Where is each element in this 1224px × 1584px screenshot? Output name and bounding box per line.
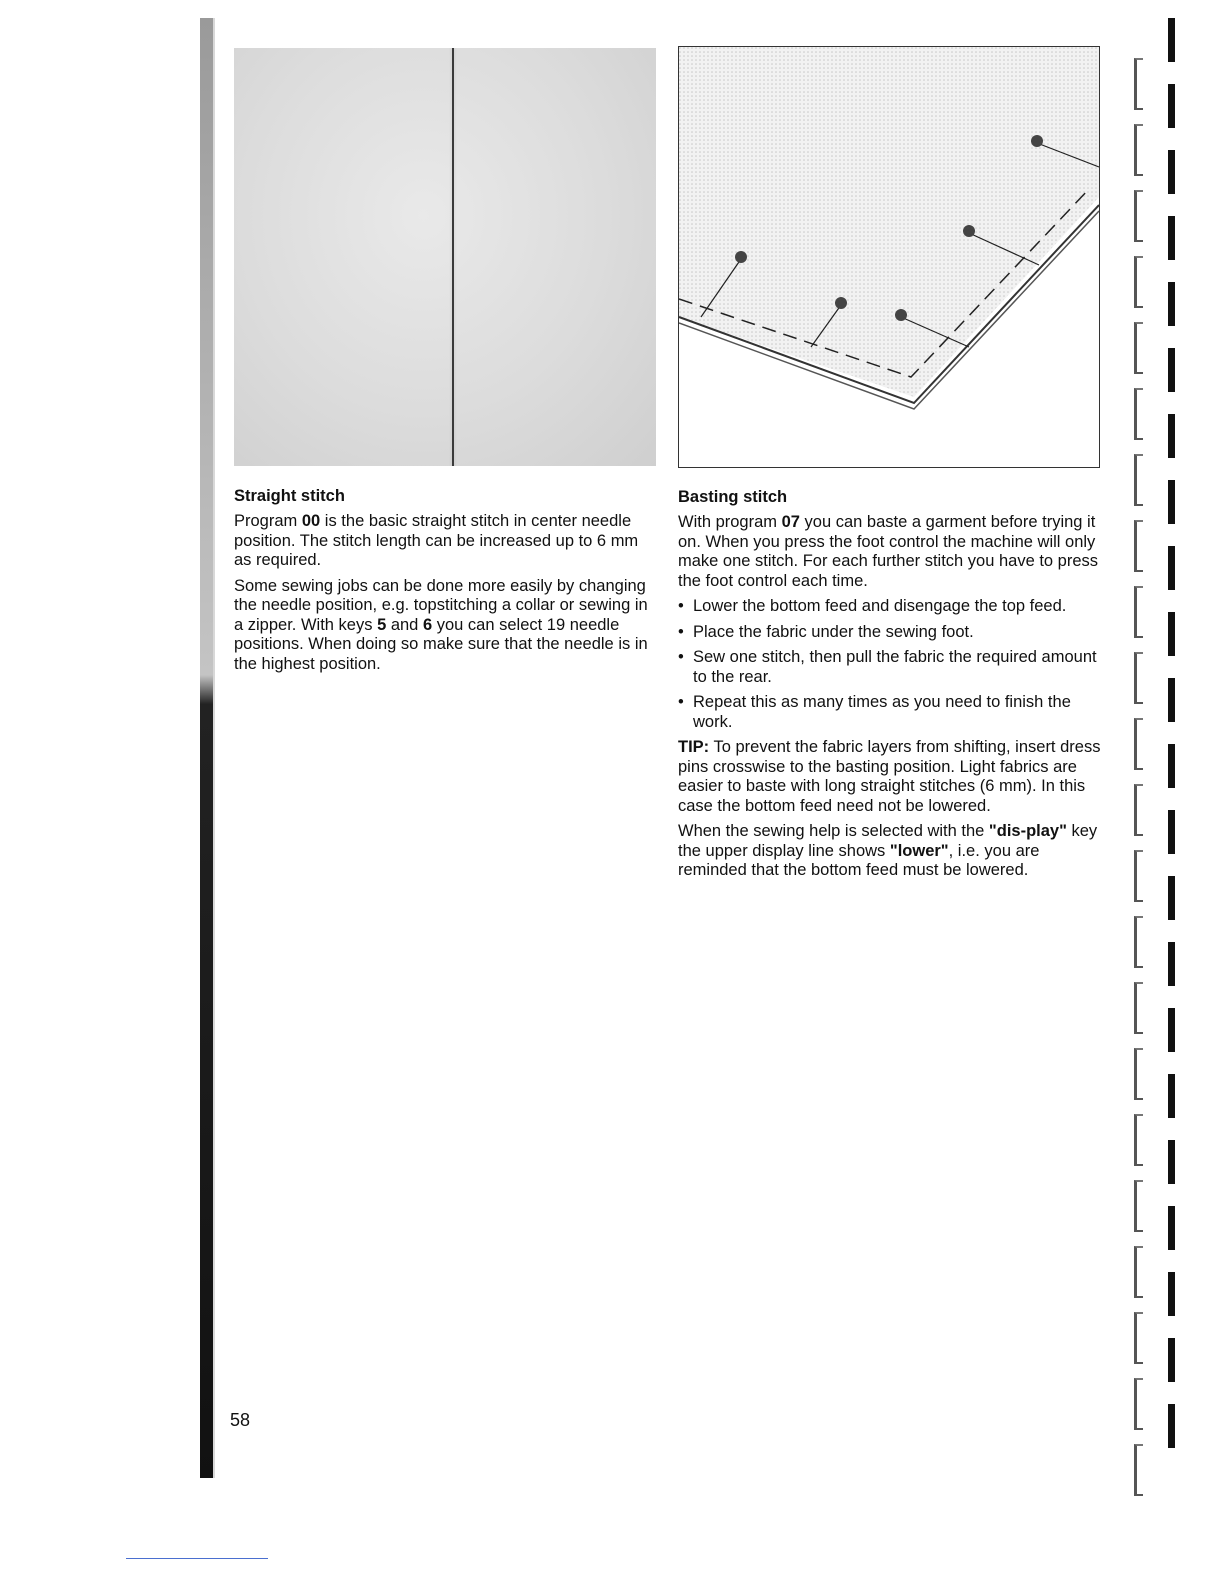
binding-ring (1168, 810, 1175, 854)
tip-paragraph: TIP: To prevent the fabric layers from shifting, insert dress pins crosswise to the basting position. Light fabrics are easier to baste with long straight stitches (6 mm). In this case the bottom feed need not be lowered. (678, 738, 1101, 815)
binding-ring (1168, 414, 1175, 458)
binding-ring (1168, 678, 1175, 722)
binding-bracket (1134, 388, 1143, 440)
paragraph: With program 07 you can baste a garment before trying it on. When you press the foot control the machine will only make one stitch. For each further stitch you have to press the foot control each time. (678, 513, 1099, 590)
section-heading: Basting stitch (678, 488, 788, 506)
binding-spine (200, 18, 214, 1478)
binding-bracket (1134, 652, 1143, 704)
spiral-binding (1120, 10, 1200, 1480)
binding-ring (1168, 216, 1175, 260)
binding-ring (1168, 744, 1175, 788)
binding-bracket (1134, 520, 1143, 572)
scan-artifact-line (126, 1558, 268, 1559)
binding-ring (1168, 942, 1175, 986)
binding-ring (1168, 1206, 1175, 1250)
binding-ring (1168, 480, 1175, 524)
straight-stitch-section (234, 486, 658, 680)
binding-ring (1168, 546, 1175, 590)
binding-ring (1168, 1074, 1175, 1118)
binding-bracket (1134, 256, 1143, 308)
basting-illustration-svg (679, 47, 1099, 467)
binding-ring (1168, 18, 1175, 62)
binding-spine-edge (213, 18, 215, 1478)
binding-bracket (1134, 586, 1143, 638)
list-item: • Sew one stitch, then pull the fabric the required amount to the rear. (678, 648, 1097, 686)
binding-ring (1168, 1338, 1175, 1382)
binding-bracket (1134, 1048, 1143, 1100)
binding-bracket (1134, 1444, 1143, 1496)
paragraph: Program 00 is the basic straight stitch in center needle position. The stitch length can be increased up to 6 mm as required. (234, 512, 639, 569)
list-item: • Place the fabric under the sewing foot. (678, 622, 974, 641)
binding-bracket (1134, 718, 1143, 770)
straight-stitch-photo (234, 48, 656, 466)
basting-stitch-illustration (678, 46, 1100, 468)
paragraph: Some sewing jobs can be done more easily by changing the needle position, e.g. topstitching a collar or sewing in a zipper. With keys 5 and 6 you can select 19 needle positions. When doing so make sure that the needle is in the highest position. (234, 576, 648, 673)
binding-bracket (1134, 322, 1143, 374)
section-heading: Straight stitch (234, 487, 345, 505)
instruction-list (678, 597, 1102, 732)
binding-bracket (1134, 784, 1143, 836)
list-item: • Repeat this as many times as you need to finish the work. (678, 693, 1071, 731)
binding-bracket (1134, 58, 1143, 110)
binding-bracket (1134, 454, 1143, 506)
binding-ring (1168, 150, 1175, 194)
binding-bracket (1134, 1312, 1143, 1364)
binding-ring (1168, 282, 1175, 326)
binding-ring (1168, 1008, 1175, 1052)
binding-bracket (1134, 1180, 1143, 1232)
paragraph: When the sewing help is selected with the "dis-play" key the upper display line shows "lower", i.e. you are reminded that the bottom feed must be lowered. (678, 822, 1098, 879)
page-number: 58 (230, 1410, 251, 1430)
binding-ring (1168, 84, 1175, 128)
fabric-top-layer (679, 47, 1099, 397)
binding-bracket (1134, 850, 1143, 902)
binding-ring (1168, 1140, 1175, 1184)
binding-ring (1168, 612, 1175, 656)
binding-bracket (1134, 982, 1143, 1034)
binding-bracket (1134, 1378, 1143, 1430)
basting-stitch-section (678, 487, 1102, 887)
binding-ring (1168, 348, 1175, 392)
binding-ring (1168, 876, 1175, 920)
list-item: • Lower the bottom feed and disengage the top feed. (678, 597, 1067, 615)
binding-bracket (1134, 1246, 1143, 1298)
straight-stitch-line (452, 48, 454, 466)
binding-ring (1168, 1272, 1175, 1316)
binding-bracket (1134, 124, 1143, 176)
binding-bracket (1134, 190, 1143, 242)
binding-bracket (1134, 916, 1143, 968)
binding-ring (1168, 1404, 1175, 1448)
binding-bracket (1134, 1114, 1143, 1166)
